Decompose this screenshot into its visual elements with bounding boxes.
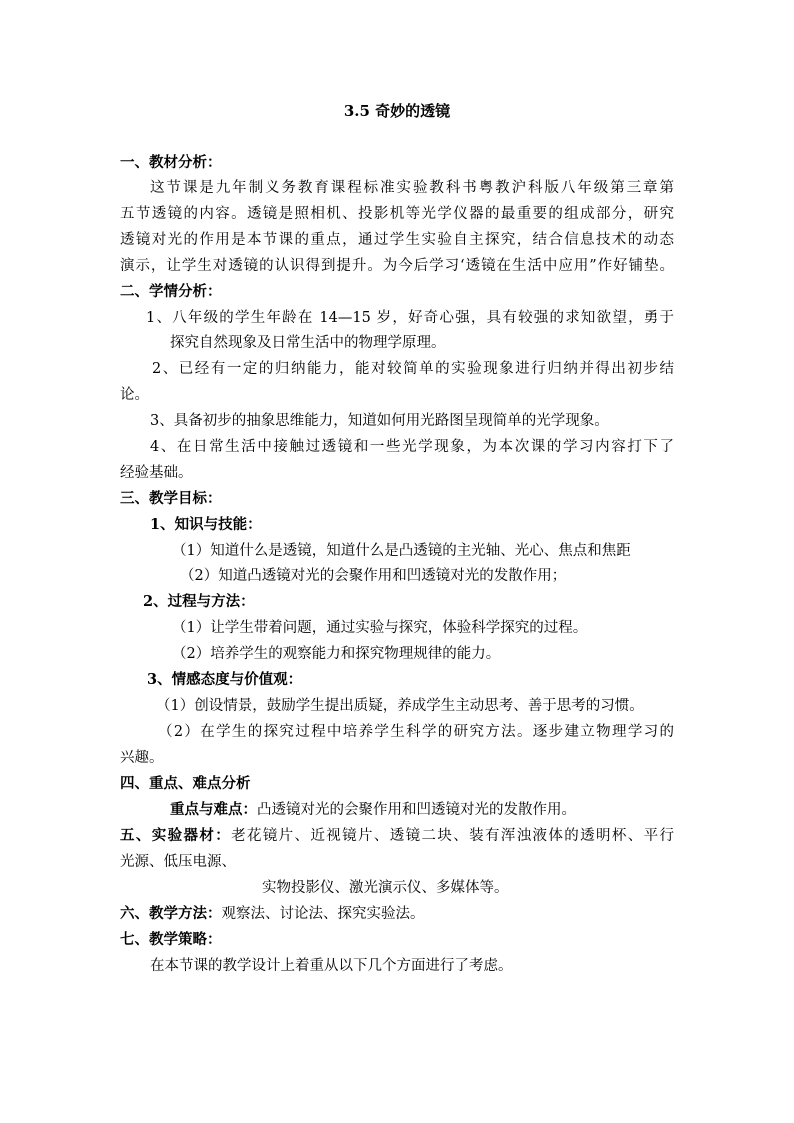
list-item-continuation: 兴趣。 <box>120 750 164 766</box>
key-points-label: 重点与难点： <box>170 801 257 818</box>
paragraph-line: 这节课是九年制义务教育课程标准实验教科书粤教沪科版八年级第三章第 <box>150 180 674 196</box>
list-item: （1）知道什么是透镜，知道什么是凸透镜的主光轴、光心、焦点和焦距 <box>172 543 631 559</box>
list-item-continuation: 经验基础。 <box>120 465 193 481</box>
section-heading-teaching-goals: 三、教学目标： <box>120 490 222 507</box>
equipment-text-continued: 光源、低压电源、 <box>120 854 236 870</box>
equipment-line <box>120 826 674 846</box>
list-item: 1、八年级的学生年龄在 14—15 岁，好奇心强，具有较强的求知欲望，勇于 <box>146 310 674 326</box>
section-heading-key-points: 四、重点、难点分析 <box>120 775 251 792</box>
paragraph-line: 五节透镜的内容。透镜是照相机、投影机等光学仪器的最重要的组成部分，研究 <box>120 206 674 222</box>
list-item: （2）在学生的探究过程中培养学生科学的研究方法。逐步建立物理学习的 <box>158 724 674 740</box>
subheading-process-method: 2、过程与方法： <box>143 593 255 610</box>
list-item: （1）创设情景，鼓励学生提出质疑，养成学生主动思考、善于思考的习惯。 <box>156 698 644 714</box>
section-heading-textbook-analysis: 一、教材分析： <box>120 154 222 171</box>
page-title: 3.5 奇妙的透镜 <box>343 102 451 120</box>
list-item: 4、在日常生活中接触过透镜和一些光学现象，为本次课的学习内容打下了 <box>150 439 674 455</box>
subheading-knowledge-skills: 1、知识与技能： <box>150 516 262 533</box>
list-item: （1）让学生带着问题，通过实验与探究，体验科学探究的过程。 <box>172 620 588 636</box>
list-item: （2）培养学生的观察能力和探究物理规律的能力。 <box>172 646 501 662</box>
paragraph-line: 透镜对光的作用是本节课的重点，通过学生实验自主探究，结合信息技术的动态 <box>120 232 674 248</box>
paragraph-line: 在本节课的教学设计上着重从以下几个方面进行了考虑。 <box>150 958 513 974</box>
section-heading-teaching-methods: 六、教学方法： <box>120 905 222 922</box>
list-item: （2）知道凸透镜对光的会聚作用和凹透镜对光的发散作用； <box>180 568 567 584</box>
teaching-methods-text: 观察法、讨论法、探究实验法。 <box>221 906 425 922</box>
list-item-continuation: 探究自然现象及日常生活中的物理学原理。 <box>170 335 446 351</box>
teaching-methods-line <box>120 904 425 924</box>
list-item: 3、具备初步的抽象思维能力，知道如何用光路图呈现简单的光学现象。 <box>150 413 609 429</box>
paragraph-line: 演示，让学生对透镜的认识得到提升。为今后学习‘透镜在生活中应用”作好铺垫。 <box>120 258 674 274</box>
section-heading-teaching-strategy: 七、教学策略： <box>120 931 222 948</box>
section-heading-equipment: 五、实验器材： <box>120 827 232 844</box>
list-item: 2、已经有一定的归纳能力，能对较简单的实验现象进行归纳并得出初步结 <box>152 361 674 377</box>
section-heading-student-analysis: 二、学情分析： <box>120 283 222 300</box>
equipment-text-continued: 实物投影仪、激光演示仪、多媒体等。 <box>262 880 509 896</box>
subheading-attitude-values: 3、情感态度与价值观： <box>147 671 303 688</box>
key-points-text: 凸透镜对光的会聚作用和凹透镜对光的发散作用。 <box>257 802 576 818</box>
key-points-line <box>170 800 576 820</box>
equipment-text: 老花镜片、近视镜片、透镜二块、装有浑浊液体的透明杯、平行 <box>231 828 675 844</box>
list-item-continuation: 论。 <box>120 387 149 403</box>
